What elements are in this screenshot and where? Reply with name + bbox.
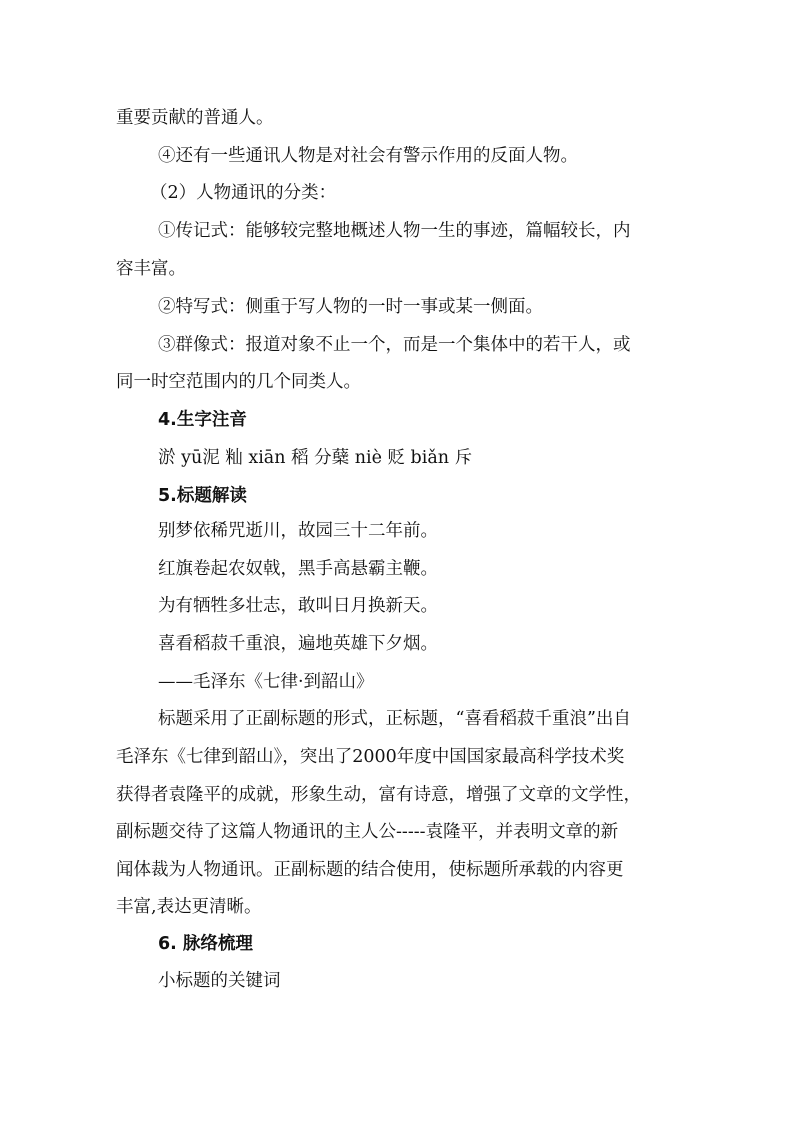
section-heading: 5.标题解读: [158, 486, 247, 506]
section-heading: 6. 脉络梳理: [158, 934, 253, 954]
section-subheading: （2）人物通讯的分类：: [150, 183, 337, 203]
poem-line: 为有牺牲多壮志，敢叫日月换新天。: [158, 596, 438, 616]
paragraph-line: 副标题交待了这篇人物通讯的主人公-----袁隆平，并表明文章的新: [116, 822, 619, 842]
paragraph-line: ②特写式：侧重于写人物的一时一事或某一侧面。: [158, 297, 543, 317]
paragraph-line: 丰富,表达更清晰。: [116, 897, 262, 917]
pinyin-line: 淤 yū泥 籼 xiān 稻 分蘖 niè 贬 biǎn 斥: [158, 448, 473, 468]
poem-line: 别梦依稀咒逝川，故园三十二年前。: [158, 521, 438, 541]
paragraph-line: ①传记式：能够较完整地概述人物一生的事迹，篇幅较长，内: [158, 221, 631, 241]
paragraph-line: 毛泽东《七律到韶山》，突出了2000年度中国国家最高科学技术奖: [116, 747, 625, 767]
paragraph-line: 容丰富。: [116, 259, 186, 279]
paragraph-line: 标题采用了正副标题的形式，正标题，“喜看稻菽千重浪”出自: [158, 709, 631, 729]
section-heading: 4.生字注音: [158, 410, 247, 430]
poem-line: 红旗卷起农奴戟，黑手高悬霸主鞭。: [158, 559, 438, 579]
paragraph-line: 同一时空范围内的几个同类人。: [116, 372, 361, 392]
paragraph-line: ③群像式：报道对象不止一个，而是一个集体中的若干人，或: [158, 335, 631, 355]
paragraph-line: 闻体裁为人物通讯。正副标题的结合使用，使标题所承载的内容更: [116, 860, 624, 880]
poem-attribution: ——毛泽东《七律·到韶山》: [158, 672, 374, 692]
paragraph-line: 重要贡献的普通人。: [116, 108, 274, 128]
paragraph-line: 小标题的关键词: [158, 971, 281, 991]
paragraph-line: ④还有一些通讯人物是对社会有警示作用的反面人物。: [158, 146, 578, 166]
poem-line: 喜看稻菽千重浪，遍地英雄下夕烟。: [158, 634, 438, 654]
paragraph-line: 获得者袁隆平的成就，形象生动，富有诗意，增强了文章的文学性，: [116, 785, 641, 805]
